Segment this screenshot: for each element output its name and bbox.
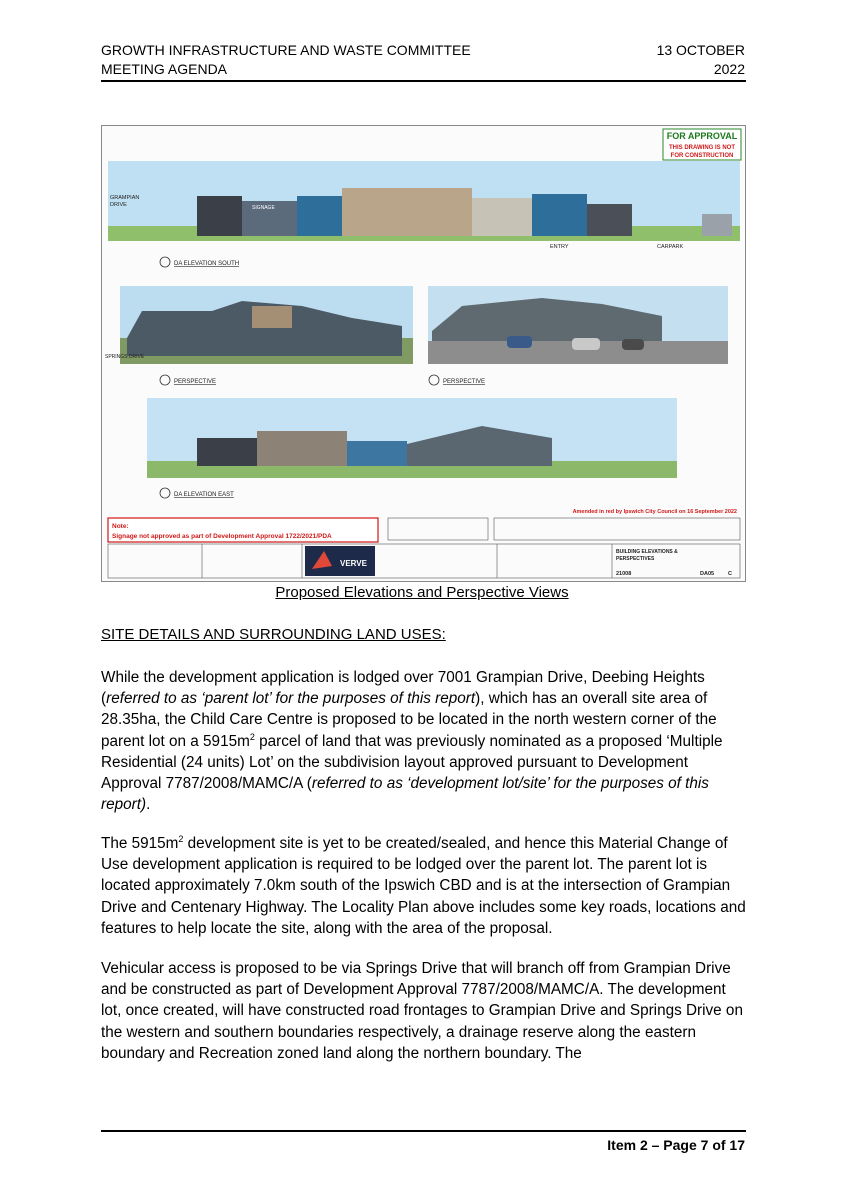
meeting-date-day: 13 OCTOBER [656,42,745,58]
p1-text-c: ), which has an overall site area of 28.35ha, the Child Care Centre is proposed to be located in the north western corner of the parent lot on a 5915m [101,690,717,750]
tb-title-2: PERSPECTIVES [616,556,655,562]
view-title-south: DA ELEVATION SOUTH [174,261,240,267]
car [507,336,532,348]
logo-text: VERVE [340,559,367,568]
label-drive: DRIVE [110,202,127,208]
stamp-title: FOR APPROVAL [666,131,738,141]
view-title-perspective-2: PERSPECTIVE [443,379,486,385]
perspective-left [105,286,413,385]
p2-text-b: development site is yet to be created/sealed, and hence this Material Change of Use development application is required to be lodged over the parent lot. The parent lot is located approximately 7.0km south of the Ipswich CBD and is at the intersection of Grampian Drive and Centenary Highway. The Locality Plan above includes some key roads, locations and features to help locate the site, along with the area of the proposal. [101,835,746,937]
car [572,338,600,350]
tb-sheet: DA05 [700,571,715,577]
view-marker [160,375,170,385]
building-block [197,196,242,236]
label-springs: SPRINGS DRIVE [105,354,145,360]
agenda-type: MEETING AGENDA [101,61,228,77]
header-rule [101,80,746,82]
page-footer: Item 2 – Page 7 of 17 [607,1137,745,1153]
building-block [472,198,532,236]
building-block [587,204,632,236]
south-elevation [108,161,740,267]
tb-rev: C [728,571,732,577]
committee-name: GROWTH INFRASTRUCTURE AND WASTE COMMITTEE [101,42,471,58]
label-carpark: CARPARK [657,244,684,250]
paragraph-1 [101,667,749,815]
perspective-right [428,286,728,385]
view-title-perspective-1: PERSPECTIVE [174,379,217,385]
architectural-drawing [101,125,746,582]
amendment-note: Amended in red by Ipswich City Council on 16 September 2022 [572,509,737,515]
view-title-east: DA ELEVATION EAST [174,492,234,498]
label-grampian: GRAMPIAN [110,195,140,201]
p1-italic-b: referred to as ‘parent lot’ for the purposes of this report [106,690,476,708]
building-block [702,214,732,236]
note-title: Note: [112,523,129,530]
p2-superscript: 2 [178,833,184,844]
figure-caption: Proposed Elevations and Perspective Views [275,584,569,601]
label-entry: ENTRY [550,244,569,250]
stamp-note-2: FOR CONSTRUCTION [670,153,734,159]
building-block [347,441,407,466]
building-block [252,306,292,328]
note-text: Signage not approved as part of Development Approval 1722/2021/PDA [112,533,332,540]
tb-cell [388,518,488,540]
building-block [342,188,472,236]
building-block [532,194,587,236]
p1-text-d: parcel of land that was previously nominated as a proposed ‘Multiple Residential (24 units) Lot’ on the subdivision layout approved pursuant to Development Approval 7787/2008/MAMC/A ( [101,732,723,793]
stamp-note-1: THIS DRAWING IS NOT [669,145,735,151]
car [622,339,644,350]
view-marker [429,375,439,385]
view-marker [160,488,170,498]
view-marker [160,257,170,267]
header-left [101,41,471,79]
building-block [197,438,257,466]
section-heading: SITE DETAILS AND SURROUNDING LAND USES: [101,626,446,643]
p1-text-f: . [146,796,151,814]
paragraph-3: Vehicular access is proposed to be via Springs Drive that will branch off from Grampian Drive and be constructed as part of Development Approval 7787/2008/MAMC/A. The development lot, once created, will have constructed road frontages to Grampian Drive and Springs Drive on the western and southern boundaries respectively, a drainage reserve along the eastern boundary and Recreation zoned land along the northern boundary. The [101,960,743,1062]
label-signage: SIGNAGE [252,205,275,211]
tb-number: 21008 [616,571,632,577]
paragraph-2 [101,833,749,939]
building-block [257,431,347,466]
meeting-date-year: 2022 [713,61,745,77]
footer-rule [101,1130,746,1132]
p1-italic-e: referred to as ‘development lot/site’ for the purposes of this report) [101,775,709,814]
header-right [657,41,745,79]
tb-title-1: BUILDING ELEVATIONS & [616,549,678,555]
p1-superscript: 2 [249,731,255,742]
east-elevation [147,398,677,498]
p1-text-a: While the development application is lodged over 7001 Grampian Drive, Deebing Heights ( [101,669,705,708]
tb-cell [494,518,740,540]
p2-text-a: The 5915m [101,835,179,852]
elevations-figure [102,126,745,581]
